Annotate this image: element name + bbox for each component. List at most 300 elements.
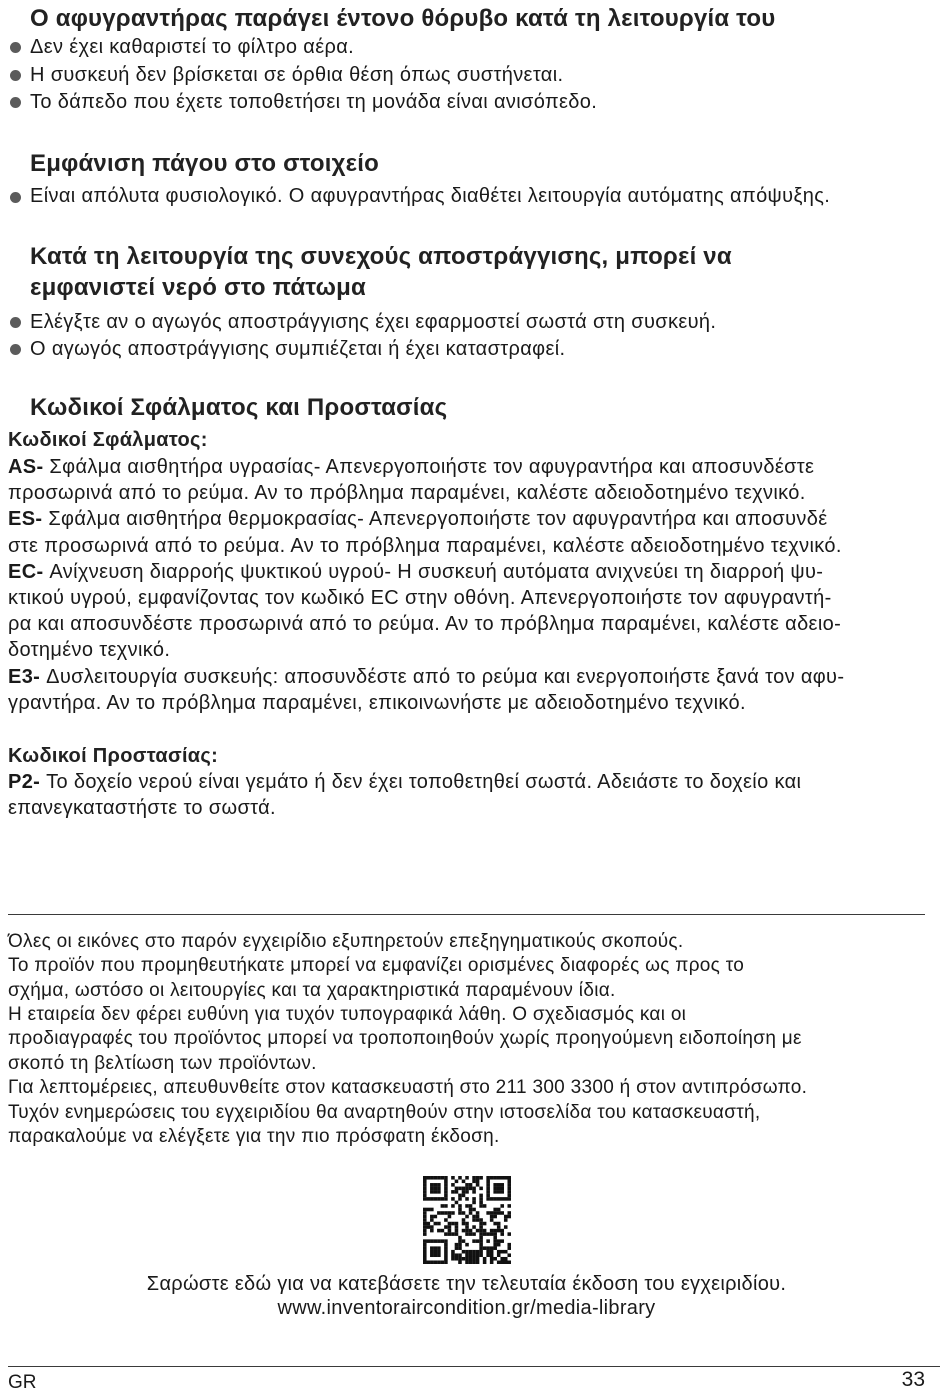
qr-module [437,1222,441,1226]
code-text: Σφάλμα αισθητήρα θερμοκρασίας- Απενεργοποιήστε τον αφυγραντήρα και αποσυνδέ [48,508,828,531]
qr-module [441,1197,445,1201]
qr-module [455,1229,459,1233]
qr-module [430,1208,434,1212]
qr-module [448,1229,452,1233]
qr-module [497,1190,501,1194]
qr-module [434,1176,438,1180]
note-line: Η εταιρεία δεν φέρει ευθύνη για τυχόν τυπογραφικά λάθη. Ο σχεδιασμός και οι [8,1004,687,1026]
error-code-entry [0,664,844,716]
qr-module [462,1187,466,1191]
qr-module [462,1211,466,1215]
divider [8,914,925,915]
qr-module [444,1218,448,1222]
qr-module [451,1222,455,1226]
qr-module [437,1260,441,1264]
qr-module [500,1260,504,1264]
qr-module [476,1229,480,1233]
qr-module [437,1253,441,1257]
code-text: Σφάλμα αισθητήρα υγρασίας- Απενεργοποιήστε τον αφυγραντήρα και αποσυνδέστε [49,455,815,478]
qr-module [434,1250,438,1254]
qr-module [444,1187,448,1191]
code-label: E3- [8,665,41,688]
qr-module [476,1180,480,1184]
qr-code [423,1176,511,1264]
qr-module [504,1176,508,1180]
qr-module [490,1246,494,1250]
qr-module [479,1222,483,1226]
qr-module [497,1187,501,1191]
qr-module [444,1260,448,1264]
qr-module [497,1197,501,1201]
qr-module [427,1208,431,1212]
qr-module [476,1218,480,1222]
qr-module [465,1250,469,1254]
qr-module [448,1225,452,1229]
code-line: κτικού υγρού, εμφανίζοντας τον κωδικό EC στην οθόνη. Απενεργοποιήστε τον αφυγραντή- [8,586,832,609]
qr-module [486,1194,490,1198]
page-number: 33 [901,1368,925,1391]
qr-module [497,1229,501,1233]
qr-module [441,1176,445,1180]
qr-module [434,1190,438,1194]
bullet-item [0,336,716,363]
note-line: σκοπό τη βελτίωση των προϊόντων. [8,1052,317,1074]
qr-module [451,1204,455,1208]
qr-module [434,1222,438,1226]
qr-module [507,1260,511,1264]
qr-module [486,1190,490,1194]
qr-module [486,1246,490,1250]
qr-module [465,1187,469,1191]
qr-module [483,1222,487,1226]
qr-module [423,1239,427,1243]
note-line: παρακαλούμε να ελέγξετε για την πιο πρόσφατη έκδοση. [8,1126,500,1148]
qr-module [507,1246,511,1250]
qr-module [472,1232,476,1236]
qr-module [427,1260,431,1264]
qr-module [500,1190,504,1194]
qr-module [507,1232,511,1236]
note-line: Για λεπτομέρειες, απευθυνθείτε στον κατασκευαστή στο 211 300 3300 ή στον αντιπρόσωπο. [8,1077,808,1099]
qr-module [486,1176,490,1180]
qr-module [423,1243,427,1247]
qr-module [472,1215,476,1219]
qr-module [465,1176,469,1180]
qr-module [458,1243,462,1247]
disclaimer-notes [0,930,807,1150]
error-code-entry [0,559,844,664]
bullet-text: Ελέγξτε αν ο αγωγός αποστράγγισης έχει εφαρμοστεί σωστά στη συσκευή. [30,310,717,333]
qr-module [476,1176,480,1180]
qr-module [493,1246,497,1250]
bullet-item [0,309,716,336]
qr-module [465,1257,469,1261]
qr-module [444,1243,448,1247]
qr-module [500,1250,504,1254]
section-heading: εμφανιστεί νερό στο πάτωμα [30,273,366,301]
qr-module [490,1211,494,1215]
qr-module [493,1239,497,1243]
qr-module [455,1232,459,1236]
qr-module [448,1211,452,1215]
code-line: ρα και αποσυνδέστε προσωρινά από το ρεύμα. Αν το πρόβλημα παραμένει, καλέστε αδειο- [8,613,842,636]
qr-module [504,1215,508,1219]
qr-module [434,1215,438,1219]
qr-module [444,1257,448,1261]
qr-module [441,1260,445,1264]
qr-module [437,1190,441,1194]
qr-module [423,1218,427,1222]
qr-module [507,1253,511,1257]
code-line: προσωρινά από το ρεύμα. Αν το πρόβλημα παραμένει, καλέστε αδειοδοτημένο τεχνικό. [8,482,806,505]
qr-module [455,1246,459,1250]
bullet-dot-icon [10,70,21,81]
qr-module [430,1197,434,1201]
code-label: ES- [8,508,43,531]
qr-module [472,1180,476,1184]
qr-module [455,1243,459,1247]
qr-module [490,1229,494,1233]
qr-module [476,1239,480,1243]
qr-module [469,1211,473,1215]
qr-module [493,1232,497,1236]
code-line [0,769,801,795]
code-label: EC- [8,560,44,583]
bullet-text: Δεν έχει καθαριστεί το φίλτρο αέρα. [30,36,355,58]
qr-module [476,1253,480,1257]
qr-module [434,1187,438,1191]
qr-module [441,1211,445,1215]
qr-module [507,1176,511,1180]
qr-module [469,1232,473,1236]
qr-module [479,1197,483,1201]
qr-module [444,1197,448,1201]
qr-module [465,1253,469,1257]
footer-divider [8,1366,940,1367]
qr-module [500,1229,504,1233]
bullet-list [0,183,830,211]
qr-module [500,1257,504,1261]
qr-module [465,1225,469,1229]
qr-module [472,1201,476,1205]
bullet-list [0,34,597,117]
qr-module [493,1197,497,1201]
qr-module [465,1197,469,1201]
note-line: Όλες οι εικόνες στο παρόν εγχειρίδιο εξυπηρετούν επεξηγηματικούς σκοπούς. [8,930,684,952]
qr-module [437,1187,441,1191]
qr-module [423,1183,427,1187]
qr-module [434,1246,438,1250]
qr-module [479,1232,483,1236]
qr-module [423,1190,427,1194]
qr-module [486,1211,490,1215]
qr-module [458,1260,462,1264]
qr-module [458,1197,462,1201]
qr-module [423,1208,427,1212]
qr-module [458,1211,462,1215]
note-line: Το προϊόν που προμηθευτήκατε μπορεί να εμφανίζει ορισμένες διαφορές ως προς το [8,955,745,977]
qr-module [455,1222,459,1226]
qr-module [483,1204,487,1208]
qr-module [437,1197,441,1201]
qr-module [472,1257,476,1261]
protection-codes-title-block [0,743,218,769]
code-line: δοτημένο τεχνικό. [8,639,171,662]
qr-module [472,1187,476,1191]
qr-module [479,1176,483,1180]
qr-module [455,1190,459,1194]
qr-module [472,1218,476,1222]
qr-module [476,1257,480,1261]
error-codes-list [0,454,844,716]
qr-module [465,1215,469,1219]
qr-module [444,1180,448,1184]
qr-module [497,1250,501,1254]
qr-module [430,1239,434,1243]
qr-module [497,1183,501,1187]
qr-module [493,1257,497,1261]
code-label: P2- [8,770,41,793]
qr-module [430,1250,434,1254]
qr-module [451,1197,455,1201]
qr-module [455,1180,459,1184]
bullet-dot-icon [10,97,21,108]
qr-module [448,1232,452,1236]
qr-module [490,1176,494,1180]
qr-module [427,1176,431,1180]
error-codes-title: Κωδικοί Σφάλματος: [8,428,208,451]
qr-module [493,1229,497,1233]
qr-module [486,1187,490,1191]
qr-module [455,1225,459,1229]
qr-module [493,1187,497,1191]
qr-scan-text: Σαρώστε εδώ για να κατεβάσετε την τελευταία έκδοση του εγχειριδίου. [146,1273,787,1295]
qr-module [507,1243,511,1247]
qr-module [486,1239,490,1243]
qr-module [430,1246,434,1250]
bullet-text: Είναι απόλυτα φυσιολογικό. Ο αφυγραντήρας διαθέτει λειτουργία αυτόματης απόψυξης. [30,185,831,208]
qr-module [493,1211,497,1215]
qr-module [476,1183,480,1187]
section-ice [0,148,379,179]
qr-module [479,1201,483,1205]
bullet-item [0,34,597,62]
qr-module [507,1215,511,1219]
qr-module [444,1225,448,1229]
qr-module [504,1260,508,1264]
qr-module [423,1232,427,1236]
note-line: προδιαγραφές του προϊόντος μπορεί να τροποποιηθούν χωρίς προηγούμενη ειδοποίηση με [8,1028,802,1050]
qr-module [469,1183,473,1187]
qr-module [504,1257,508,1261]
qr-module [469,1253,473,1257]
qr-module [469,1229,473,1233]
qr-module [500,1176,504,1180]
qr-module [434,1260,438,1264]
qr-module [479,1194,483,1198]
qr-module [497,1211,501,1215]
code-line [0,559,844,585]
qr-module [458,1236,462,1240]
qr-module [444,1250,448,1254]
code-line [0,506,844,532]
qr-module [493,1215,497,1219]
qr-module [483,1260,487,1264]
code-label: AS- [8,455,44,478]
qr-module [437,1229,441,1233]
qr-module [476,1250,480,1254]
qr-module [423,1211,427,1215]
qr-module [455,1257,459,1261]
qr-module [430,1218,434,1222]
qr-module [469,1208,473,1212]
qr-module [458,1257,462,1261]
qr-module [430,1229,434,1233]
qr-module [462,1218,466,1222]
error-code-entry [0,506,844,558]
qr-module [465,1190,469,1194]
qr-module [469,1187,473,1191]
qr-module [451,1211,455,1215]
qr-module [507,1211,511,1215]
protection-codes-title: Κωδικοί Προστασίας: [8,744,219,767]
qr-module [500,1187,504,1191]
qr-module [462,1222,466,1226]
qr-module [472,1260,476,1264]
qr-module [479,1246,483,1250]
bullet-text: Το δάπεδο που έχετε τοποθετήσει τη μονάδα είναι ανισόπεδο. [30,91,598,113]
qr-module [462,1239,466,1243]
qr-module [430,1183,434,1187]
qr-module [451,1250,455,1254]
qr-module [486,1183,490,1187]
qr-module [444,1232,448,1236]
qr-module [479,1229,483,1233]
qr-module [504,1225,508,1229]
qr-module [472,1225,476,1229]
bullet-text: Ο αγωγός αποστράγγισης συμπιέζεται ή έχει καταστραφεί. [30,337,566,360]
qr-module [444,1211,448,1215]
qr-module [441,1229,445,1233]
qr-module [504,1250,508,1254]
code-text: Δυσλειτουργία συσκευής: αποσυνδέστε από το ρεύμα και ενεργοποιήστε ξανά τον αφυ- [46,665,845,688]
qr-module [423,1250,427,1254]
qr-module [444,1190,448,1194]
qr-module [493,1208,497,1212]
qr-module [507,1190,511,1194]
qr-module [479,1253,483,1257]
qr-module [483,1246,487,1250]
qr-module [493,1190,497,1194]
codes-section [0,392,447,423]
qr-module [507,1187,511,1191]
bullet-dot-icon [10,344,21,355]
error-codes-title-block [0,427,208,453]
qr-module [497,1176,501,1180]
section-heading: Εμφάνιση πάγου στο στοιχείο [30,149,379,177]
qr-module [455,1253,459,1257]
qr-module [490,1232,494,1236]
qr-module [434,1183,438,1187]
qr-module [451,1257,455,1261]
qr-module [434,1197,438,1201]
qr-module [451,1190,455,1194]
qr-module [486,1250,490,1254]
qr-module [500,1204,504,1208]
code-line: γραντήρα. Αν το πρόβλημα παραμένει, επικοινωνήστε με αδειοδοτημένο τεχνικό. [8,691,746,714]
qr-module [427,1197,431,1201]
qr-module [444,1253,448,1257]
qr-module [437,1183,441,1187]
qr-module [479,1239,483,1243]
qr-module [472,1190,476,1194]
qr-module [451,1232,455,1236]
bullet-item [0,89,597,117]
qr-module [490,1218,494,1222]
footer-language: GR [8,1372,37,1393]
qr-module [451,1176,455,1180]
qr-module [437,1211,441,1215]
qr-module [483,1257,487,1261]
qr-module [507,1194,511,1198]
bullet-dot-icon [10,317,21,328]
qr-module [472,1250,476,1254]
qr-module [476,1215,480,1219]
bullet-text: Η συσκευή δεν βρίσκεται σε όρθια θέση όπως συστήνεται. [30,63,564,86]
code-line: επανεγκαταστήστε το σωστά. [8,797,276,820]
qr-module [423,1222,427,1226]
qr-module [458,1208,462,1212]
qr-module [427,1222,431,1226]
qr-module [486,1253,490,1257]
qr-url: www.inventoraircondition.gr/media-library [277,1297,656,1319]
qr-module [451,1253,455,1257]
qr-module [472,1208,476,1212]
bullet-item [0,62,597,90]
qr-module [500,1211,504,1215]
qr-module [483,1229,487,1233]
qr-module [423,1257,427,1261]
qr-module [441,1204,445,1208]
qr-module [476,1211,480,1215]
qr-module [434,1239,438,1243]
code-text: Ανίχνευση διαρροής ψυκτικού υγρού- Η συσκευή αυτόματα ανιχνεύει τη διαρροή ψυ- [49,560,824,583]
qr-module [430,1176,434,1180]
protection-code-entry [0,769,801,821]
qr-module [479,1204,483,1208]
qr-module [444,1246,448,1250]
qr-module [472,1176,476,1180]
qr-module [497,1222,501,1226]
qr-module [423,1229,427,1233]
qr-module [490,1250,494,1254]
qr-module [507,1197,511,1201]
qr-module [469,1260,473,1264]
section-heading: Κατά τη λειτουργία της συνεχούς αποστράγγισης, μπορεί να [30,242,732,270]
qr-module [465,1243,469,1247]
qr-module [497,1208,501,1212]
qr-module [462,1250,466,1254]
qr-module [434,1253,438,1257]
qr-module [497,1253,501,1257]
qr-module [423,1215,427,1219]
qr-module [423,1197,427,1201]
qr-module [497,1239,501,1243]
qr-module [507,1204,511,1208]
qr-module [423,1176,427,1180]
qr-module [444,1204,448,1208]
qr-module [472,1253,476,1257]
